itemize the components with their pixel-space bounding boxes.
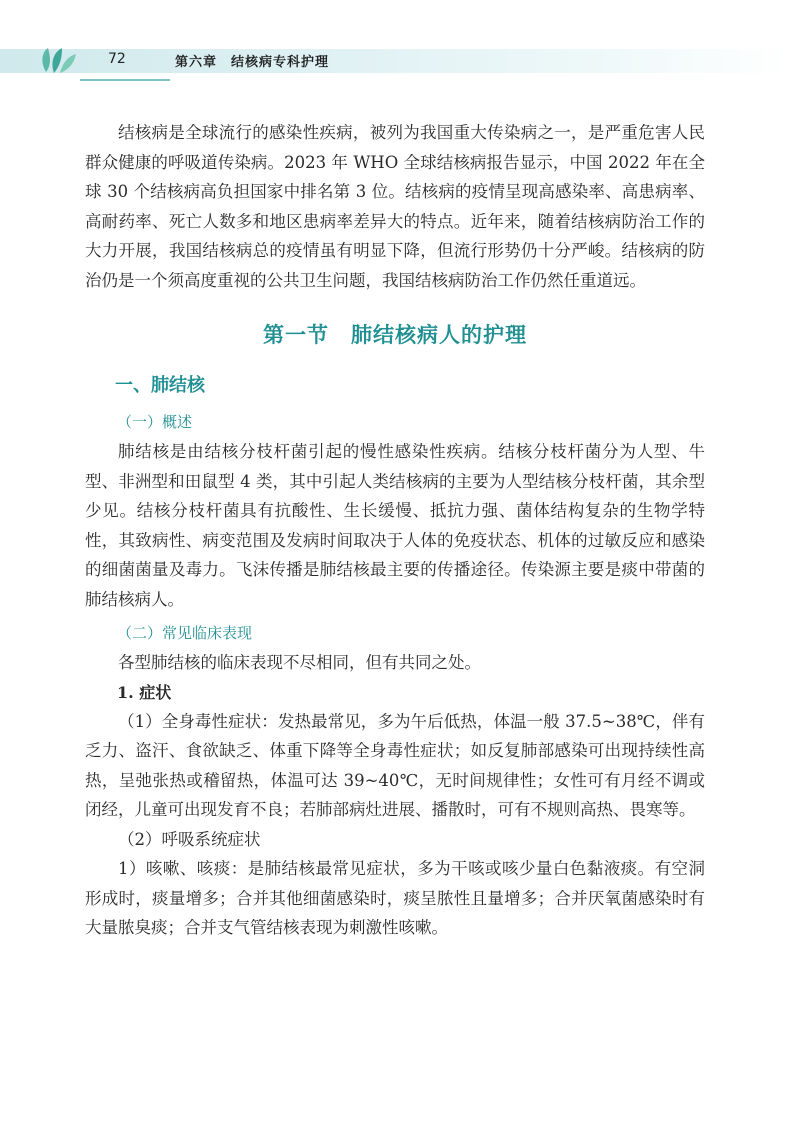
header-divider <box>80 79 170 81</box>
section-title: 第一节 肺结核病人的护理 <box>263 322 527 347</box>
subheading-overview: （一）概述 <box>117 413 193 431</box>
chapter-title: 第六章 结核病专科护理 <box>175 55 330 70</box>
cough-sputum-paragraph: 1）咳嗽、咳痰：是肺结核最常见症状，多为干咳或咳少量白色黏液痰。有空洞形成时，痰量增多；合并其他细菌感染时，痰呈脓性且量增多；合并厌氧菌感染时有大量脓臭痰；合并支气管结核表现为刺激性咳嗽。 <box>85 859 705 937</box>
page-body <box>85 118 705 943</box>
overview-paragraph: 肺结核是由结核分枝杆菌引起的慢性感染性疾病。结核分枝杆菌分为人型、牛型、非洲型和田鼠型 4 类，其中引起人类结核病的主要为人型结核分枝杆菌，其余型少见。结核分枝杆菌具有抗酸性、生长缓慢、抵抗力强、菌体结构复杂的生物学特性，其致病性、病变范围及发病时间取决于人体的免疫状态、机体的过敏反应和感染的细菌菌量及毒力。飞沫传播是肺结核最主要的传播途径。传染源主要是痰中带菌的肺结核病人。 <box>85 442 705 609</box>
intro-paragraph: 结核病是全球流行的感染性疾病，被列为我国重大传染病之一，是严重危害人民群众健康的呼吸道传染病。2023 年 WHO 全球结核病报告显示，中国 2022 年在全球 30 个结核病高负担国家中排名第 3 位。结核病的疫情呈现高感染率、高患病率、高耐药率、死亡人数多和地区患病率差异大的特点。近年来，随着结核病防治工作的大力开展，我国结核病总的疫情虽有明显下降，但流行形势仍十分严峻。结核病的防治仍是一个须高度重视的公共卫生问题，我国结核病防治工作仍然任重道远。 <box>85 123 705 290</box>
page-header <box>0 42 790 80</box>
subheading-clinical: （二）常见临床表现 <box>117 624 253 642</box>
page-number: 72 <box>108 51 126 67</box>
respiratory-symptoms-heading: （2）呼吸系统症状 <box>118 829 261 849</box>
clinical-intro: 各型肺结核的临床表现不尽相同，但有共同之处。 <box>118 653 481 672</box>
symptoms-heading: 1. 症状 <box>117 682 172 702</box>
leaf-logo-icon <box>38 44 78 76</box>
systemic-symptoms: （1）全身毒性症状：发热最常见，多为午后低热，体温一般 37.5~38℃，伴有乏力、盗汗、食欲缺乏、体重下降等全身毒性症状；如反复肺部感染可出现持续性高热，呈弛张热或稽留热，体温可达 39~40℃，无时间规律性；女性可有月经不调或闭经，儿童可出现发育不良；若肺部病灶进展、播散时，可有不规则高热、畏寒等。 <box>85 711 705 819</box>
heading-tuberculosis: 一、肺结核 <box>115 375 205 396</box>
